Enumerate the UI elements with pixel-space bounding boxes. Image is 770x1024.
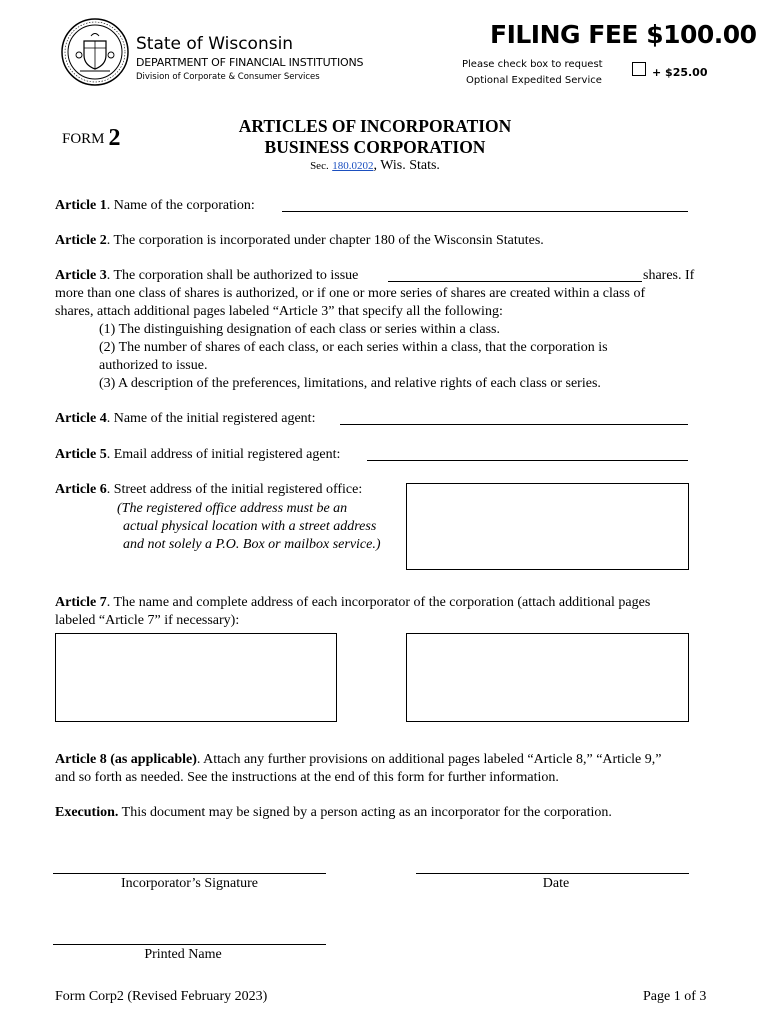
article-3-item-1: (1) The distinguishing designation of each class or series within a class.: [99, 322, 500, 337]
expedited-service-checkbox[interactable]: [632, 62, 646, 76]
article-2-label: Article 2: [55, 233, 107, 248]
article-8-text: . Attach any further provisions on additional pages labeled “Article 8,” “Article 9,”: [196, 752, 662, 767]
date-field[interactable]: [416, 873, 689, 874]
article-2: [55, 232, 544, 250]
article-7-text: . The name and complete address of each incorporator of the corporation (attach additional pages: [106, 595, 651, 610]
article-4: [55, 410, 315, 428]
article-1-label: Article 1: [55, 198, 107, 213]
article-3-shares-text: shares. If: [643, 268, 695, 283]
division-name: Division of Corporate & Consumer Services: [136, 72, 320, 82]
article-3: [55, 267, 358, 285]
form-number-value: 2: [108, 125, 121, 151]
form-label: FORM: [62, 131, 105, 147]
corporation-name-field[interactable]: [282, 211, 688, 212]
expedite-request-text: Please check box to request: [462, 59, 603, 70]
article-3-item-2-cont: authorized to issue.: [99, 358, 208, 373]
sec-prefix: Sec.: [310, 160, 329, 172]
article-7-label: Article 7: [55, 595, 107, 610]
article-6-note-line1: (The registered office address must be an: [117, 501, 348, 516]
article-5: [55, 446, 340, 464]
article-6-text: . Street address of the initial registered office:: [106, 482, 363, 497]
article-4-text: . Name of the initial registered agent:: [106, 411, 316, 426]
filing-fee: FILING FEE $100.00: [490, 20, 757, 49]
form-title-line1: ARTICLES OF INCORPORATION: [238, 116, 512, 136]
state-name: State of Wisconsin: [136, 34, 294, 54]
article-1-text: . Name of the corporation:: [106, 198, 255, 213]
printed-name-label: Printed Name: [144, 947, 222, 962]
article-5-label: Article 5: [55, 447, 107, 462]
article-6-label: Article 6: [55, 482, 107, 497]
expedite-fee: + $25.00: [652, 66, 708, 79]
incorporator-signature-field[interactable]: [53, 873, 326, 874]
article-4-label: Article 4: [55, 411, 107, 426]
form-title-line2: BUSINESS CORPORATION: [264, 137, 486, 157]
registered-agent-email-field[interactable]: [367, 460, 688, 461]
article-6-note-line2: actual physical location with a street address: [123, 519, 377, 534]
signature-label: Incorporator’s Signature: [121, 876, 258, 891]
article-3-line3: shares, attach additional pages labeled “Article 3” that specify all the following:: [55, 304, 503, 319]
statute-reference: [0, 158, 750, 174]
registered-agent-name-field[interactable]: [340, 424, 688, 425]
execution-text: This document may be signed by a person acting as an incorporator for the corporation.: [118, 805, 612, 820]
article-3-text: . The corporation shall be authorized to issue: [106, 268, 359, 283]
form-revision: Form Corp2 (Revised February 2023): [55, 989, 268, 1004]
article-3-label: Article 3: [55, 268, 107, 283]
article-6: [55, 481, 362, 499]
printed-name-field[interactable]: [53, 944, 326, 945]
article-3-item-2: (2) The number of shares of each class, or each series within a class, that the corporation is: [99, 340, 608, 355]
article-8-label: Article 8 (as applicable): [55, 752, 197, 767]
article-1: [55, 197, 255, 215]
article-6-note-line3: and not solely a P.O. Box or mailbox service.): [123, 537, 381, 552]
article-5-text: . Email address of initial registered agent:: [106, 447, 341, 462]
department-name: DEPARTMENT OF FINANCIAL INSTITUTIONS: [136, 56, 364, 69]
article-8: [55, 751, 662, 769]
article-7: [55, 594, 650, 612]
registered-office-address-box[interactable]: [406, 483, 689, 570]
article-7-line2: labeled “Article 7” if necessary):: [55, 613, 240, 628]
article-3-line2: more than one class of shares is authorized, or if one or more series of shares are created within a class of: [55, 286, 646, 301]
incorporator-box-1[interactable]: [55, 633, 337, 722]
article-8-line2: and so forth as needed. See the instructions at the end of this form for further information.: [55, 770, 559, 785]
page-number: Page 1 of 3: [643, 989, 707, 1004]
wisconsin-state-seal-icon: [60, 17, 130, 87]
article-3-item-3: (3) A description of the preferences, limitations, and relative rights of each class or series.: [99, 376, 601, 391]
expedite-service-text: Optional Expedited Service: [466, 75, 602, 86]
execution: [55, 804, 612, 822]
sec-suffix: , Wis. Stats.: [373, 158, 440, 173]
incorporator-box-2[interactable]: [406, 633, 689, 722]
article-2-text: . The corporation is incorporated under chapter 180 of the Wisconsin Statutes.: [106, 233, 544, 248]
date-label: Date: [542, 876, 570, 891]
execution-label: Execution.: [55, 805, 119, 820]
article-6-note: [117, 500, 381, 554]
statute-link[interactable]: 180.0202: [332, 160, 374, 172]
authorized-shares-field[interactable]: [388, 281, 642, 282]
